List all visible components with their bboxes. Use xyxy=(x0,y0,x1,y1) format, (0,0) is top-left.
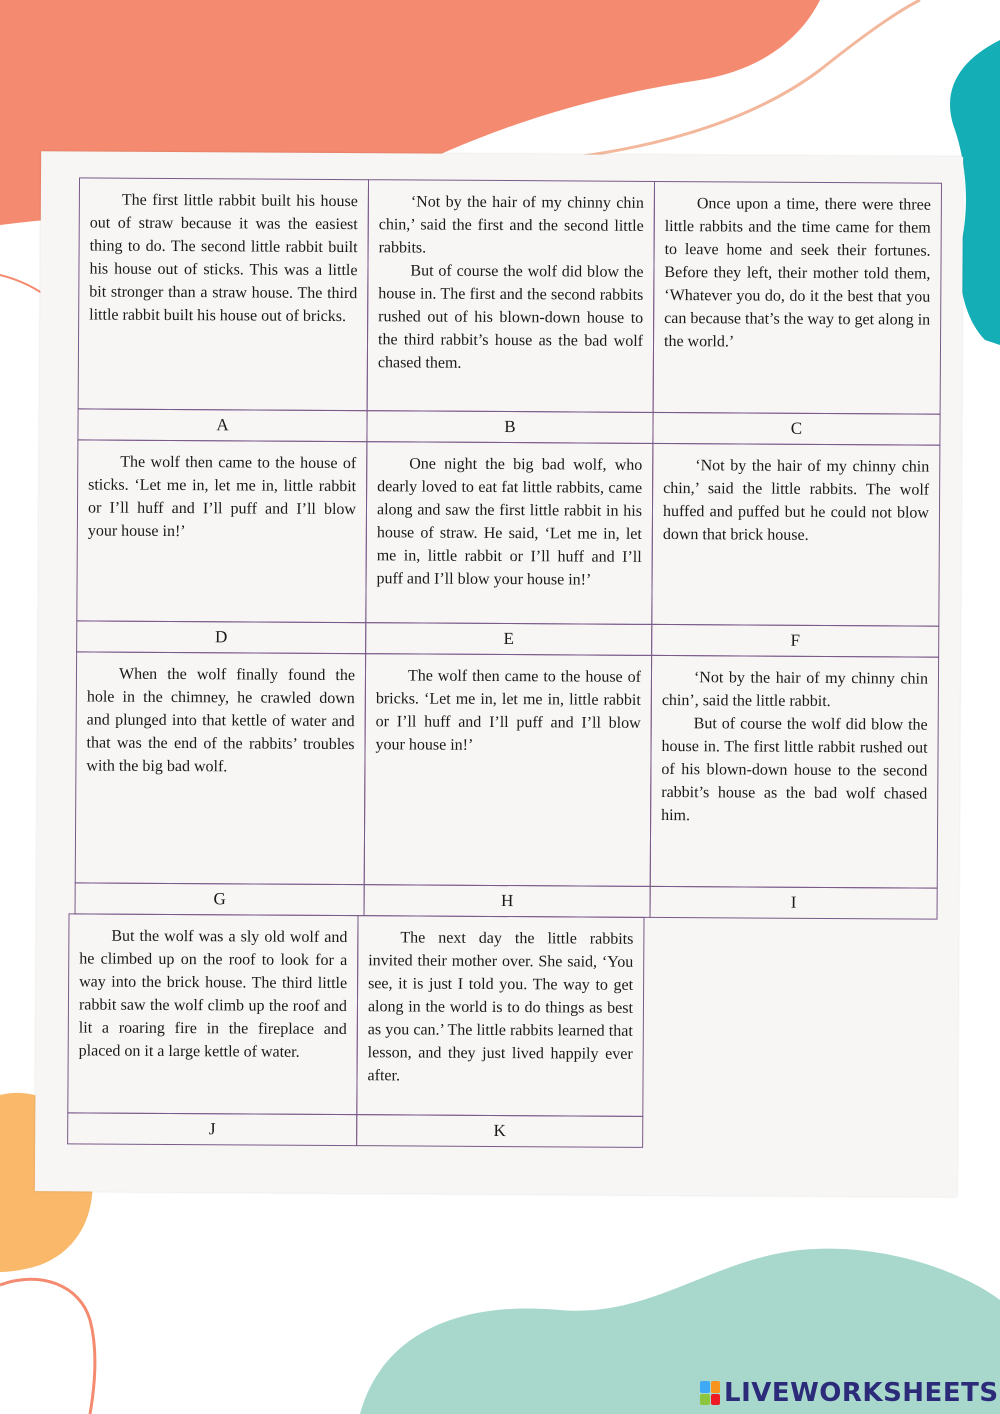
card-k-paragraph-1: The next day the little rabbits invited their mother over. She said, ‘You see, it is just I told you. The way to get along in the world is to do things as best as you can.’ The little rabbits learned that lesson, and they just lived happily ever after. xyxy=(367,929,634,1085)
story-card-b xyxy=(367,179,655,413)
card-label-k xyxy=(356,1114,643,1148)
card-label-f xyxy=(651,624,939,658)
card-label-a xyxy=(77,408,367,442)
story-card-a xyxy=(78,177,369,411)
story-card-j xyxy=(67,913,358,1115)
card-d-letter: D xyxy=(215,627,228,647)
story-card-e xyxy=(365,441,653,625)
card-d-paragraph-1: The wolf then came to the house of sticks. ‘Let me in, let me in, little rabbit or I’ll huff and I’ll puff and I’ll blow your house in!’ xyxy=(87,453,357,541)
story-card-d xyxy=(76,439,367,623)
card-c-letter: C xyxy=(790,418,803,438)
story-card-i xyxy=(650,655,939,889)
card-g-paragraph-1: When the wolf finally found the hole in the chimney, he crawled down and plunged into that kettle of water and that was the end of the rabbits’ troubles with the big bad wolf. xyxy=(86,665,356,776)
card-label-b xyxy=(366,410,653,444)
story-card-h xyxy=(364,653,652,887)
logo-text: LIVEWORKSHEETS xyxy=(724,1378,999,1408)
card-label-e xyxy=(365,622,652,656)
card-j-paragraph-1: But the wolf was a sly old wolf and he climbed up on the roof to look for a way into the brick house. The third little rabbit saw the wolf climb up the roof and lit a roaring fire in the fireplace and placed on it a large kettle of water. xyxy=(78,927,348,1061)
story-card-c xyxy=(653,181,942,415)
card-k-letter: K xyxy=(493,1120,506,1141)
card-a-letter: A xyxy=(216,415,229,435)
card-e-paragraph-1: One night the big bad wolf, who dearly loved to eat fat little rabbits, came along and saw the first little rabbit in his house of straw. He said, ‘Let me in, let me in, little rabbit or I’ll huff and I’ll puff and I’ll blow your house in!’ xyxy=(376,455,643,589)
card-j-letter: J xyxy=(208,1119,216,1139)
card-label-i xyxy=(650,886,938,920)
card-label-g xyxy=(75,882,365,916)
card-i-paragraph-1: ‘Not by the hair of my chinny chin chin’, said the little rabbit. xyxy=(661,669,929,711)
card-f-paragraph-1: ‘Not by the hair of my chinny chin chin,’ said the little rabbits. The wolf huffed and puffed but he could not blow down that brick house. xyxy=(662,457,930,544)
logo-grid-icon xyxy=(700,1381,720,1405)
card-label-j xyxy=(67,1112,357,1146)
story-card-f xyxy=(651,443,940,627)
card-a-paragraph-1: The first little rabbit built his house out of straw because it was the easiest thing to do. The second little rabbit built his house out of sticks. This was a little bit stronger than a straw house. The third little rabbit built his house out of bricks. xyxy=(89,191,358,326)
card-b-paragraph-1: ‘Not by the hair of my chinny chin chin,’ said the first and the second little rabbits. xyxy=(378,193,644,257)
card-e-letter: E xyxy=(503,629,514,649)
coral-corner-curve xyxy=(0,1279,95,1414)
card-b-paragraph-2: But of course the wolf did blow the house in. The first and the second rabbits rushed out of his blown-down house to the third rabbit’s house as the bad wolf chased them. xyxy=(377,262,644,372)
liveworksheets-logo xyxy=(700,1378,999,1408)
card-label-h xyxy=(364,884,651,918)
card-c-paragraph-1: Once upon a time, there were three little rabbits and the time came for them to leave home and seek their fortunes. Before they left, their mother told them, ‘Whatever you do, do it the best that you can because that’s the way to get along in the world.’ xyxy=(663,195,931,351)
card-h-paragraph-1: The wolf then came to the house of bricks. ‘Let me in, let me in, little rabbit or I’ll huff and I’ll puff and I’ll blow your house in!’ xyxy=(375,667,642,754)
card-i-paragraph-2: But of course the wolf did blow the house in. The first little rabbit rushed out of his blown-down house to the second rabbit’s house as the bad wolf chased him. xyxy=(661,715,928,825)
card-b-letter: B xyxy=(504,417,516,437)
story-card-k xyxy=(356,915,644,1117)
card-label-c xyxy=(652,412,940,446)
card-i-letter: I xyxy=(790,892,797,912)
story-card-g xyxy=(75,651,366,885)
worksheet-sheet xyxy=(35,151,963,1197)
card-f-letter: F xyxy=(790,630,801,650)
card-g-letter: G xyxy=(213,889,226,909)
card-h-letter: H xyxy=(500,891,514,911)
card-label-d xyxy=(76,620,366,654)
